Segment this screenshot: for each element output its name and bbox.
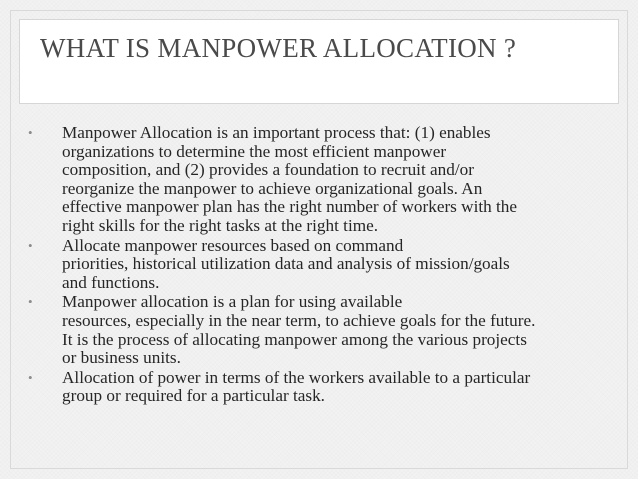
bullet-item-3 (24, 293, 616, 367)
bullet-line: composition, and (2) provides a foundation to recruit and/or (62, 160, 474, 180)
slide-title: WHAT IS MANPOWER ALLOCATION ? (40, 33, 517, 63)
bullet-line: group or required for a particular task. (62, 386, 325, 406)
bullet-item-4 (24, 369, 616, 406)
bullet-line: Allocation of power in terms of the workers available to a particular (62, 367, 531, 387)
bullet-line: Manpower allocation is a plan for using available (62, 292, 403, 312)
bullet-line: effective manpower plan has the right number of workers with the (62, 197, 518, 217)
bullet-line: Allocate manpower resources based on command (62, 235, 404, 255)
bullet-line: reorganize the manpower to achieve organizational goals. An (62, 178, 483, 198)
bullet-line: priorities, historical utilization data and analysis of mission/goals (62, 254, 510, 274)
bullet-icon: • (28, 369, 33, 385)
bullet-item-1 (24, 124, 616, 236)
bullet-line: and functions. (62, 272, 160, 292)
bullet-line: resources, especially in the near term, to achieve goals for the future. (62, 310, 536, 330)
bullet-line: Manpower Allocation is an important process that: (1) enables (62, 123, 491, 142)
bullet-icon: • (28, 125, 33, 140)
bullet-list (24, 124, 616, 407)
bullet-line: organizations to determine the most efficient manpower (62, 141, 447, 161)
bullet-line: or business units. (62, 348, 181, 368)
bullet-icon: • (28, 294, 33, 310)
bullet-item-2 (24, 237, 616, 293)
bullet-icon: • (28, 237, 33, 253)
bullet-line: It is the process of allocating manpower among the various projects (62, 329, 527, 349)
bullet-line: right skills for the right tasks at the right time. (62, 215, 379, 235)
